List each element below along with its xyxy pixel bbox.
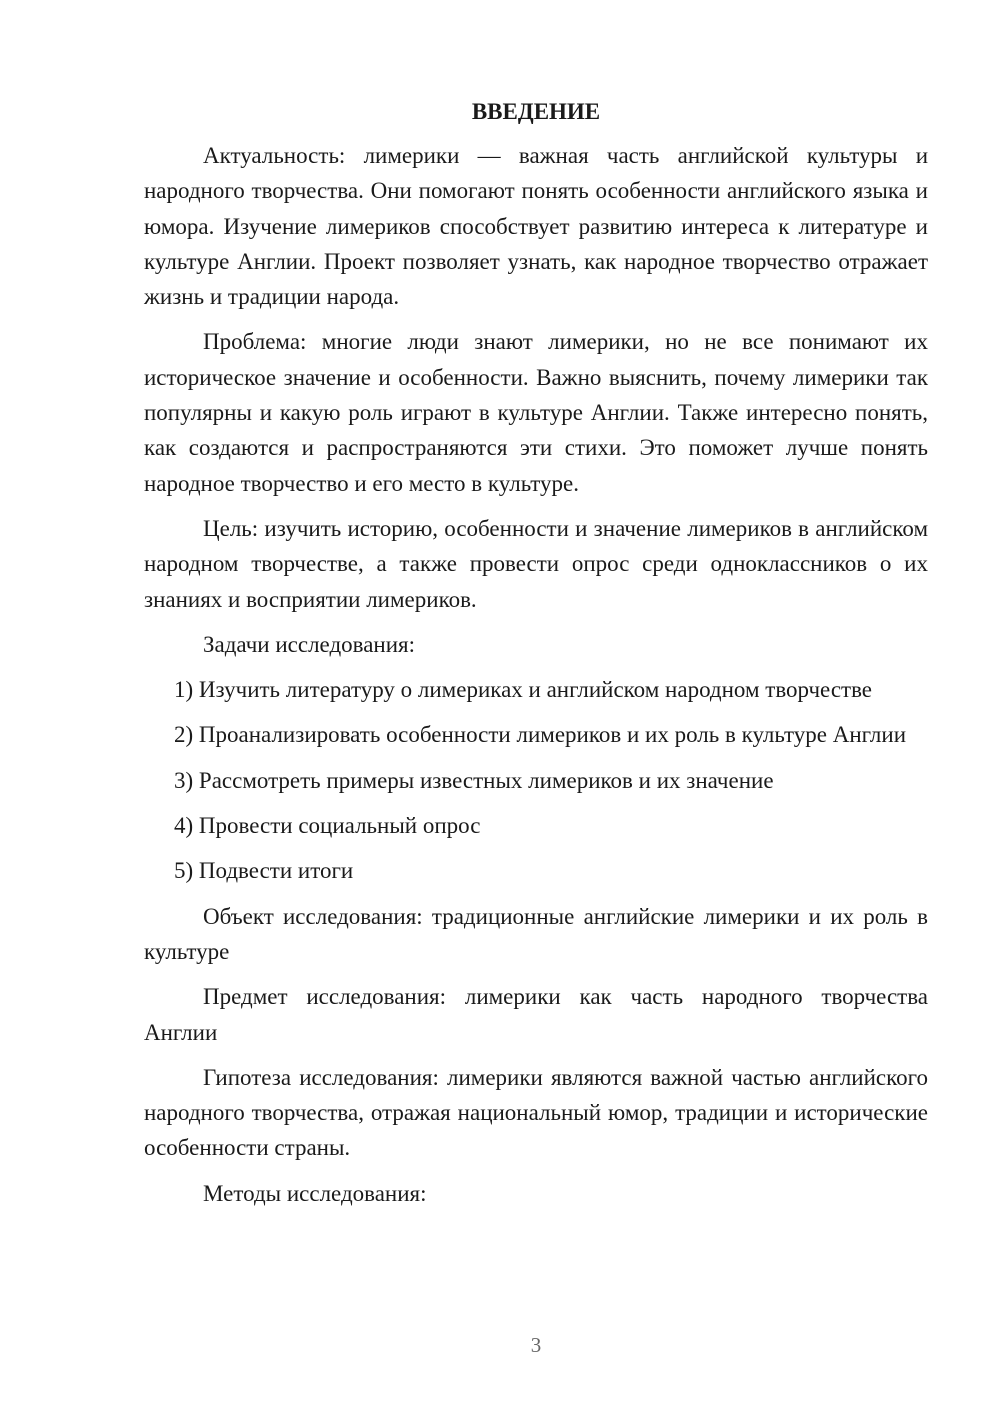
task-item-4: 4) Провести социальный опрос [174, 813, 481, 839]
hypothesis-paragraph: Гипотеза исследования: лимерики являются важной частью английского народного творчества, отражая национальный юмор, традиции и исторические особенности страны. [144, 1064, 928, 1161]
problem-paragraph: Проблема: многие люди знают лимерики, но не все понимают их историческое значение и особенности. Важно выяснить, почему лимерики так популярны и какую роль играют в культуре Англии. Также интересно понять, как создаются и распространяются эти стихи. Это поможет лучше понять народное творчество и его место в культуре. [144, 329, 928, 496]
task-item-1: 1) Изучить литературу о лимериках и английском народном творчестве [174, 677, 873, 703]
document-page [144, 94, 928, 1211]
methods-heading: Методы исследования: [203, 1180, 427, 1206]
page-title: ВВЕДЕНИЕ [471, 99, 601, 124]
task-item-5: 5) Подвести итоги [174, 858, 354, 884]
goal-paragraph: Цель: изучить историю, особенности и значение лимериков в английском народном творчестве, а также провести опрос среди одноклассников о их знаниях и восприятии лимериков. [144, 515, 928, 612]
tasks-heading: Задачи исследования: [203, 631, 416, 657]
object-paragraph: Объект исследования: традиционные английские лимерики и их роль в культуре [144, 903, 928, 964]
page-number: 3 [530, 1333, 542, 1357]
task-item-2: 2) Проанализировать особенности лимериков и их роль в культуре Англии [174, 722, 907, 748]
subject-paragraph: Предмет исследования: лимерики как часть народного творчества Англии [144, 984, 928, 1045]
relevance-paragraph: Актуальность: лимерики — важная часть английской культуры и народного творчества. Они помогают понять особенности английского языка и юмора. Изучение лимериков способствует развитию интереса к литературе и культуре Англии. Проект позволяет узнать, как народное творчество отражает жизнь и традиции народа. [144, 143, 928, 310]
task-item-3: 3) Рассмотреть примеры известных лимериков и их значение [174, 767, 774, 793]
